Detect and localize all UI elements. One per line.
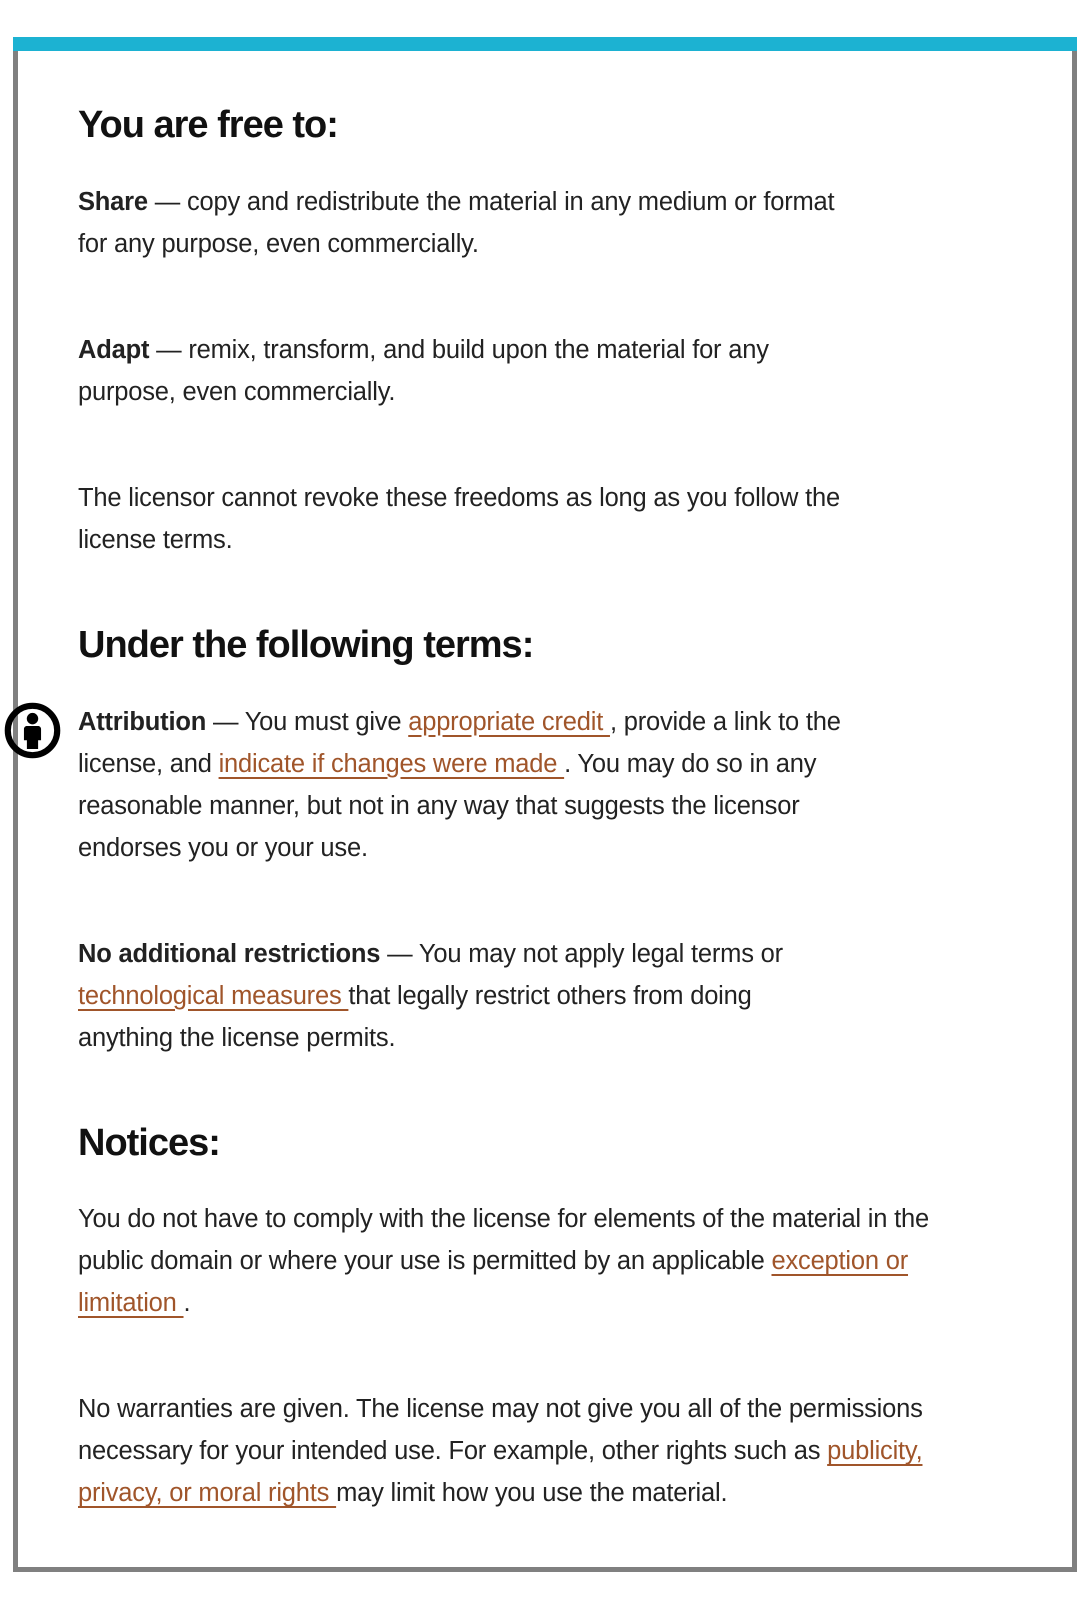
text-segment: — You must give xyxy=(206,707,409,736)
paragraph-adapt xyxy=(78,329,853,413)
text-segment: , provide a link to the license, and xyxy=(78,707,841,778)
term-adapt: Adapt xyxy=(78,335,150,364)
link-publicity-privacy-moral-rights[interactable]: publicity, privacy, or moral rights xyxy=(78,1437,923,1508)
link-appropriate-credit[interactable]: appropriate credit xyxy=(408,707,610,736)
paragraph-attribution xyxy=(78,701,853,869)
heading-under-the-following-terms: Under the following terms: xyxy=(78,623,534,666)
text-segment: . You may do so in any reasonable manner, but not in any way that suggests the licensor endorses you or your use. xyxy=(78,749,817,862)
text-segment: — You may not apply legal terms or xyxy=(380,939,783,968)
text-segment: No warranties are given. The license may not give you all of the permissions necessary for your intended use. For example, other rights such as xyxy=(78,1395,923,1466)
text-segment: that legally restrict others from doing anything the license permits. xyxy=(78,981,752,1052)
text-segment: may limit how you use the material. xyxy=(336,1479,728,1508)
term-no-additional-restrictions: No additional restrictions xyxy=(78,939,381,968)
paragraph-notices-warranties xyxy=(78,1388,994,1514)
license-deed-page xyxy=(13,37,1077,1572)
heading-notices: Notices: xyxy=(78,1121,220,1164)
term-attribution: Attribution xyxy=(78,707,207,736)
attribution-person-icon xyxy=(4,702,61,759)
text-segment: You do not have to comply with the license for elements of the material in the public domain or where your use is permitted by an applicable xyxy=(78,1205,929,1276)
paragraph-revoke-note: The licensor cannot revoke these freedoms as long as you follow the license terms. xyxy=(78,483,840,554)
heading-you-are-free-to: You are free to: xyxy=(78,104,338,146)
link-indicate-if-changes-were-made[interactable]: indicate if changes were made xyxy=(218,749,565,778)
paragraph-no-additional-restrictions xyxy=(78,933,853,1059)
text-segment: . xyxy=(183,1289,191,1318)
link-exception-or-limitation[interactable]: exception or limitation xyxy=(78,1247,909,1318)
top-accent-bar xyxy=(13,37,1077,51)
term-share: Share xyxy=(78,187,148,216)
paragraph-share xyxy=(78,181,853,265)
link-technological-measures[interactable]: technological measures xyxy=(78,981,349,1010)
text-segment: — remix, transform, and build upon the material for any purpose, even commercially. xyxy=(78,335,769,406)
paragraph-notices-exception xyxy=(78,1198,994,1324)
text-segment: — copy and redistribute the material in any medium or format for any purpose, even commercially. xyxy=(78,187,835,258)
